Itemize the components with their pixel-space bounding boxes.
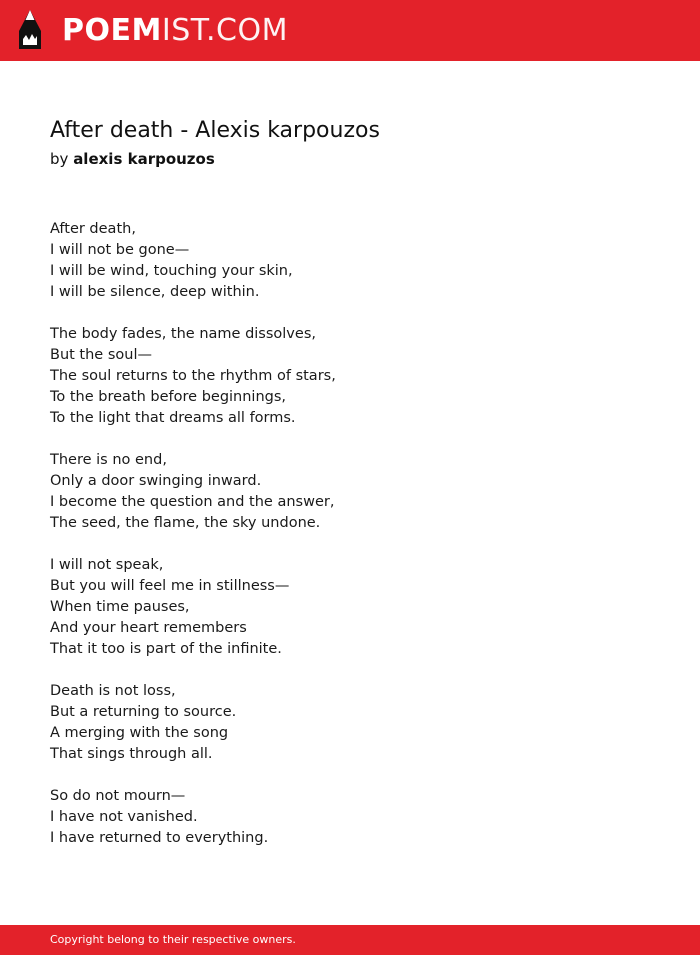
- poem-line: So do not mourn—: [50, 788, 186, 804]
- logo-strong-text: POEM: [62, 13, 162, 48]
- poem-line: But you will feel me in stillness—: [50, 578, 290, 594]
- site-logo[interactable]: [62, 13, 288, 49]
- poem-line: I will not be gone—: [50, 242, 190, 258]
- byline: [50, 148, 215, 170]
- poem-line: After death,: [50, 221, 136, 237]
- stanza: [50, 555, 650, 660]
- poem-line: I have returned to everything.: [50, 830, 269, 846]
- poem-line: And your heart remembers: [50, 620, 247, 636]
- poem-line: The soul returns to the rhythm of stars,: [50, 368, 336, 384]
- stanza: [50, 786, 650, 849]
- poem-line: I have not vanished.: [50, 809, 198, 825]
- poem-line: The seed, the flame, the sky undone.: [50, 515, 321, 531]
- poem-line: I will be wind, touching your skin,: [50, 263, 293, 279]
- stanza: [50, 324, 650, 429]
- poem-line: A merging with the song: [50, 725, 229, 741]
- poem-line: To the breath before beginnings,: [50, 389, 287, 405]
- poem-line: That sings through all.: [50, 746, 213, 762]
- poem-line: I will not speak,: [50, 557, 164, 573]
- pencil-tip-icon: [17, 9, 43, 51]
- site-footer: [0, 925, 700, 955]
- stanza: [50, 450, 650, 534]
- stanza: [50, 681, 650, 765]
- byline-prefix: by: [50, 150, 69, 168]
- poem-line: But a returning to source.: [50, 704, 237, 720]
- poem-line: That it too is part of the infinite.: [50, 641, 282, 657]
- poem-line: But the soul—: [50, 347, 152, 363]
- poem-line: Only a door swinging inward.: [50, 473, 262, 489]
- poem-line: I will be silence, deep within.: [50, 284, 260, 300]
- poem-line: There is no end,: [50, 452, 167, 468]
- stanza: [50, 219, 650, 303]
- logo-light-text: IST.COM: [161, 13, 288, 48]
- poem-line: When time pauses,: [50, 599, 190, 615]
- site-header: [0, 0, 700, 61]
- author-name: alexis karpouzos: [73, 150, 215, 168]
- poem-line: Death is not loss,: [50, 683, 176, 699]
- poem-body: [50, 219, 650, 870]
- poem-title: After death - Alexis karpouzos: [50, 118, 380, 143]
- poem-line: The body fades, the name dissolves,: [50, 326, 316, 342]
- poem-line: To the light that dreams all forms.: [50, 410, 296, 426]
- copyright-text: Copyright belong to their respective owners.: [50, 933, 296, 946]
- poem-line: I become the question and the answer,: [50, 494, 335, 510]
